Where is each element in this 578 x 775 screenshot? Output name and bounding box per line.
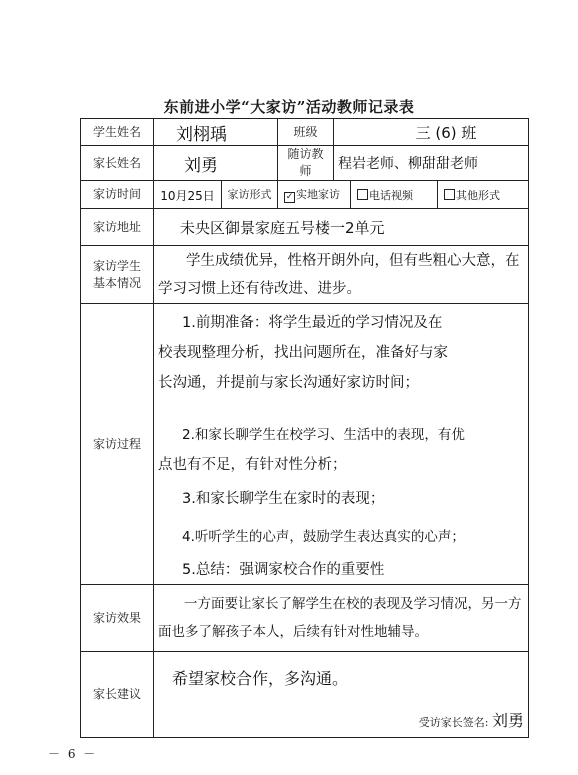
process-line: 4.听听学生的心声，鼓励学生表达真实的心声； xyxy=(182,529,465,545)
row-address xyxy=(81,209,529,246)
row-effect xyxy=(81,585,529,652)
student-name-label: 学生姓名 xyxy=(81,119,154,146)
student-info-label-line2: 基本情况 xyxy=(92,275,141,290)
class-label: 班级 xyxy=(278,119,334,146)
signature-label: 受访家长签名: xyxy=(418,716,489,729)
parent-name-cell xyxy=(154,146,278,181)
phone-video-option-label: 电话视频 xyxy=(369,188,413,202)
parent-name-value: 刘勇 xyxy=(184,155,218,176)
parent-name-label: 家长姓名 xyxy=(81,146,154,181)
onsite-checkbox[interactable]: ✓ xyxy=(285,192,294,202)
row-parent-name xyxy=(81,146,529,181)
student-info-value: 学生成绩优异，性格开朗外向，但有些粗心大意，在学习习惯上还有待改进、进步。 xyxy=(158,252,520,297)
address-label: 家访地址 xyxy=(81,209,154,246)
visit-form-label: 家访形式 xyxy=(222,181,278,209)
row-visit-time xyxy=(81,181,529,209)
row-student-info xyxy=(81,246,529,304)
process-cell xyxy=(154,304,529,585)
process-line: 5.总结：强调家校合作的重要性 xyxy=(182,562,385,578)
onsite-option-label: 实地家访 xyxy=(296,188,340,201)
row-student-name xyxy=(81,119,529,146)
option-onsite[interactable] xyxy=(278,186,350,203)
student-info-label-line1: 家访学生 xyxy=(92,258,141,273)
other-option-label: 其他形式 xyxy=(456,188,500,202)
phone-video-checkbox[interactable] xyxy=(357,189,368,200)
accompany-teacher-label: 随访教师 xyxy=(278,146,334,181)
process-line: 点也有不足，有针对性分析； xyxy=(158,457,347,473)
row-suggestion xyxy=(81,652,529,738)
accompany-teacher-value: 程岩老师、柳甜甜老师 xyxy=(338,156,478,172)
suggestion-label: 家长建议 xyxy=(81,652,154,738)
process-line: 长沟通，并提前与家长沟通好家访时间； xyxy=(158,375,419,391)
row-process xyxy=(81,304,529,585)
process-label: 家访过程 xyxy=(81,304,154,585)
option-phone-video[interactable] xyxy=(350,181,437,208)
signature-area xyxy=(419,708,524,731)
visit-form-options xyxy=(278,181,529,209)
other-checkbox[interactable] xyxy=(444,189,455,200)
class-value: 三 (6) 班 xyxy=(415,123,477,142)
visit-time-label: 家访时间 xyxy=(81,181,154,209)
address-value: 未央区御景家庭五号楼一2单元 xyxy=(180,218,385,237)
process-line: 3.和家长聊学生在家时的表现； xyxy=(182,491,385,507)
suggestion-cell xyxy=(154,652,529,738)
effect-value: 一方面要让家长了解学生在校的表现及学习情况，另一方面也多了解孩子本人，后续有针对性地辅导。 xyxy=(158,596,522,640)
address-cell xyxy=(154,209,529,246)
process-line: 2.和家长聊学生在校学习、生活中的表现，有优 xyxy=(182,427,465,443)
effect-label: 家访效果 xyxy=(81,585,154,652)
form-title: 东前进小学“大家访”活动教师记录表 xyxy=(163,98,415,116)
signature-value: 刘勇 xyxy=(492,711,525,730)
suggestion-value: 希望家校合作，多沟通。 xyxy=(172,669,349,688)
accompany-teacher-cell xyxy=(334,146,529,181)
process-line: 1.前期准备：将学生最近的学习情况及在 xyxy=(182,315,443,331)
visit-time-cell xyxy=(154,181,222,209)
student-info-cell xyxy=(154,246,529,304)
student-info-label xyxy=(81,246,154,304)
page-number: － 6 － xyxy=(48,747,98,761)
record-table xyxy=(80,118,529,738)
effect-cell xyxy=(154,585,529,652)
process-line: 校表现整理分析，找出问题所在，准备好与家 xyxy=(158,345,448,361)
option-other[interactable] xyxy=(437,181,528,208)
student-name-cell xyxy=(154,119,278,146)
visit-time-value: 10月25日 xyxy=(160,189,215,203)
class-cell xyxy=(334,119,529,146)
student-name-value: 刘栩瑀 xyxy=(176,124,227,145)
